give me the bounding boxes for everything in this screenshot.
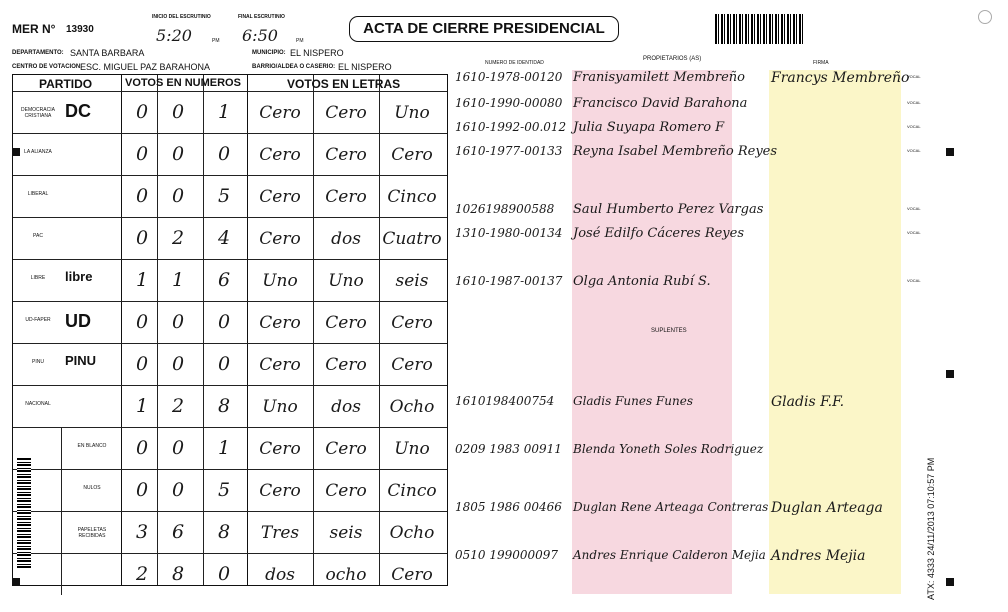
vocal-label: VOCAL xyxy=(907,124,921,129)
header-suplentes: SUPLENTES xyxy=(651,328,687,334)
departamento-value: SANTA BARBARA xyxy=(70,48,145,58)
fold-mark-right-mid xyxy=(946,370,954,378)
member-name: José Edilfo Cáceres Reyes xyxy=(573,226,745,241)
member-id: 0510 199000097 xyxy=(455,548,559,562)
vote-digit: 0 xyxy=(171,479,185,501)
party-name: LIBRE xyxy=(30,275,46,281)
party-name: PAC xyxy=(33,233,43,239)
member-id: 1026198900588 xyxy=(455,202,555,216)
table-row-divider xyxy=(13,217,447,218)
party-name: NACIONAL xyxy=(25,401,51,407)
party-name: LIBERAL xyxy=(27,191,49,197)
vocal-label: VOCAL xyxy=(907,100,921,105)
vote-digit: 0 xyxy=(217,353,231,375)
fold-mark-left xyxy=(12,148,20,156)
header-partido: PARTIDO xyxy=(39,77,93,91)
vote-word: Cero xyxy=(259,481,301,501)
inicio-label: INICIO DEL ESCRUTINIO xyxy=(152,14,211,20)
vote-word: Cero xyxy=(259,187,301,207)
fold-mark-right-top xyxy=(946,148,954,156)
member-name: Blenda Yoneth Soles Rodriguez xyxy=(573,442,764,456)
member-signature: Duglan Arteaga xyxy=(771,500,883,516)
departamento-label: DEPARTAMENTO: xyxy=(12,50,64,56)
member-name: Reyna Isabel Membreño Reyes xyxy=(573,144,778,159)
vocal-label: VOCAL xyxy=(907,278,921,283)
table-row-divider xyxy=(13,259,447,260)
municipio-label: MUNICIPIO: xyxy=(252,50,286,56)
vote-word: Cero xyxy=(259,103,301,123)
vote-word: Cero xyxy=(325,481,367,501)
member-name: Olga Antonia Rubí S. xyxy=(573,274,711,289)
member-id: 1610-1992-00.012 xyxy=(455,120,567,134)
party-name: UD-FAPER xyxy=(25,317,51,323)
member-signature: Gladis F.F. xyxy=(771,394,845,410)
vote-digit: 8 xyxy=(171,563,185,585)
vocal-label: VOCAL xyxy=(907,74,921,79)
vote-digit: 0 xyxy=(135,353,149,375)
vote-word: Cero xyxy=(259,145,301,165)
vote-digit: 1 xyxy=(217,437,231,459)
vote-digit: 0 xyxy=(135,227,149,249)
table-row-divider xyxy=(13,301,447,302)
municipio-value: EL NISPERO xyxy=(290,48,344,58)
fold-mark-bottom-right xyxy=(946,578,954,586)
vote-word: Ocho xyxy=(389,397,435,417)
vote-digit: 0 xyxy=(135,437,149,459)
vote-digit: 0 xyxy=(171,101,185,123)
vote-word: Uno xyxy=(394,439,430,459)
party-name: NULOS xyxy=(83,485,101,491)
vote-digit: 6 xyxy=(217,269,231,291)
page-title: ACTA DE CIERRE PRESIDENCIAL xyxy=(349,16,619,42)
table-row-divider xyxy=(13,427,447,428)
vote-digit: 0 xyxy=(171,437,185,459)
member-id: 1610-1990-00080 xyxy=(455,96,563,110)
header-votos-letras: VOTOS EN LETRAS xyxy=(287,77,401,91)
final-label: FINAL ESCRUTINIO xyxy=(238,14,285,20)
header-firma: FIRMA xyxy=(813,60,829,66)
member-id: 1610198400754 xyxy=(455,394,555,408)
vote-digit: 1 xyxy=(135,269,149,291)
member-name: Gladis Funes Funes xyxy=(573,394,693,408)
vote-digit: 0 xyxy=(171,353,185,375)
table-row-divider xyxy=(13,511,447,512)
table-row-divider xyxy=(13,343,447,344)
member-name: Julia Suyapa Romero F xyxy=(573,120,725,135)
party-name: LA ALIANZA xyxy=(24,149,52,155)
barcode xyxy=(715,14,805,44)
member-name: Saul Humberto Perez Vargas xyxy=(573,202,764,217)
votes-table xyxy=(12,74,448,586)
vote-word: Uno xyxy=(328,271,364,291)
table-row-divider xyxy=(13,133,447,134)
vote-word: Ocho xyxy=(389,523,435,543)
vocal-label: VOCAL xyxy=(907,148,921,153)
vote-word: Cinco xyxy=(387,481,437,501)
vote-digit: 0 xyxy=(171,185,185,207)
member-id: 0209 1983 00911 xyxy=(455,442,562,456)
vote-digit: 0 xyxy=(135,311,149,333)
table-row-divider xyxy=(13,553,447,554)
vote-word: dos xyxy=(331,229,361,249)
vote-digit: 0 xyxy=(135,143,149,165)
vote-digit: 3 xyxy=(135,521,149,543)
vote-digit: 0 xyxy=(135,479,149,501)
vote-digit: 0 xyxy=(171,143,185,165)
table-row-divider xyxy=(13,385,447,386)
member-id: 1610-1977-00133 xyxy=(455,144,563,158)
vote-digit: 0 xyxy=(135,101,149,123)
vote-digit: 5 xyxy=(217,185,231,207)
table-row-divider xyxy=(13,469,447,470)
vote-word: Cero xyxy=(325,439,367,459)
table-row-divider xyxy=(13,91,447,92)
member-signature: Andres Mejia xyxy=(771,548,866,564)
vote-digit: 1 xyxy=(135,395,149,417)
members-panel xyxy=(455,54,921,594)
party-name: DEMOCRACIA CRISTIANA xyxy=(21,107,55,119)
header-propietarios: PROPIETARIOS (AS) xyxy=(643,56,702,62)
side-stamp: ATX: 4333 24/11/2013 07:10:57 PM xyxy=(926,457,936,600)
vote-digit: 0 xyxy=(217,563,231,585)
vote-digit: 0 xyxy=(217,143,231,165)
vote-word: Cero xyxy=(325,187,367,207)
vote-word: Cero xyxy=(325,355,367,375)
vote-word: Cero xyxy=(391,145,433,165)
vote-word: Cero xyxy=(325,103,367,123)
side-barcode xyxy=(17,458,31,568)
vote-digit: 2 xyxy=(171,395,185,417)
vote-word: Uno xyxy=(394,103,430,123)
vote-digit: 2 xyxy=(135,563,149,585)
vote-word: seis xyxy=(329,523,363,543)
fold-mark-bottom-left xyxy=(12,578,20,586)
vote-word: Uno xyxy=(262,397,298,417)
member-name: Franisyamilett Membreño xyxy=(573,70,745,85)
vote-digit: 8 xyxy=(217,521,231,543)
party-logo: UD xyxy=(65,311,91,331)
vote-digit: 1 xyxy=(217,101,231,123)
vote-word: Cuatro xyxy=(382,229,442,249)
member-id: 1310-1980-00134 xyxy=(455,226,563,240)
vote-word: seis xyxy=(395,271,429,291)
vote-digit: 6 xyxy=(171,521,185,543)
vote-word: Tres xyxy=(260,523,300,543)
party-name: EN BLANCO xyxy=(77,443,107,449)
vote-word: dos xyxy=(331,397,361,417)
vote-word: Cero xyxy=(259,313,301,333)
vote-word: Cero xyxy=(259,229,301,249)
vote-word: ocho xyxy=(325,565,367,585)
member-name: Andres Enrique Calderon Mejia xyxy=(573,548,766,562)
vote-word: Cinco xyxy=(387,187,437,207)
member-name: Francisco David Barahona xyxy=(573,96,748,111)
vote-digit: 4 xyxy=(217,227,231,249)
header-identidad: NUMERO DE IDENTIDAD xyxy=(485,60,544,66)
vote-word: Cero xyxy=(391,313,433,333)
vocal-label: VOCAL xyxy=(907,206,921,211)
vote-digit: 2 xyxy=(171,227,185,249)
inicio-suffix: PM xyxy=(212,38,220,44)
vote-word: Cero xyxy=(325,313,367,333)
member-signature: Francys Membreño xyxy=(771,70,910,86)
party-name: PAPELETAS RECIBIDAS xyxy=(77,527,107,539)
mer-number: 13930 xyxy=(66,24,94,35)
final-suffix: PM xyxy=(296,38,304,44)
vocal-label: VOCAL xyxy=(907,230,921,235)
totals-divider xyxy=(61,427,62,595)
centro-label: CENTRO DE VOTACION: xyxy=(12,64,83,70)
vote-word: Uno xyxy=(262,271,298,291)
vote-word: Cero xyxy=(325,145,367,165)
vote-word: Cero xyxy=(391,565,433,585)
barrio-value: EL NISPERO xyxy=(338,62,392,72)
vote-word: dos xyxy=(265,565,295,585)
header-votos-numeros: VOTOS EN NUMEROS xyxy=(125,77,241,89)
vote-digit: 0 xyxy=(135,185,149,207)
party-logo: DC xyxy=(65,101,91,121)
centro-value: ESC. MIGUEL PAZ BARAHONA xyxy=(80,62,211,72)
corner-mark-icon xyxy=(978,10,992,24)
final-time: 6:50 xyxy=(242,26,278,45)
mer-label: MER N° xyxy=(12,22,56,36)
member-id: 1805 1986 00466 xyxy=(455,500,562,514)
vote-digit: 1 xyxy=(171,269,185,291)
member-id: 1610-1978-00120 xyxy=(455,70,563,84)
vote-word: Cero xyxy=(259,439,301,459)
party-logo: PINU xyxy=(65,353,97,368)
party-logo: libre xyxy=(65,269,93,284)
vote-word: Cero xyxy=(391,355,433,375)
member-id: 1610-1987-00137 xyxy=(455,274,563,288)
inicio-time: 5:20 xyxy=(156,26,192,45)
member-name: Duglan Rene Arteaga Contreras xyxy=(573,500,769,514)
vote-digit: 5 xyxy=(217,479,231,501)
vote-digit: 0 xyxy=(171,311,185,333)
vote-digit: 0 xyxy=(217,311,231,333)
barrio-label: BARRIO/ALDEA O CASERIO: xyxy=(252,64,336,70)
party-name: PINU xyxy=(32,359,44,365)
table-row-divider xyxy=(13,175,447,176)
vote-digit: 8 xyxy=(217,395,231,417)
vote-word: Cero xyxy=(259,355,301,375)
